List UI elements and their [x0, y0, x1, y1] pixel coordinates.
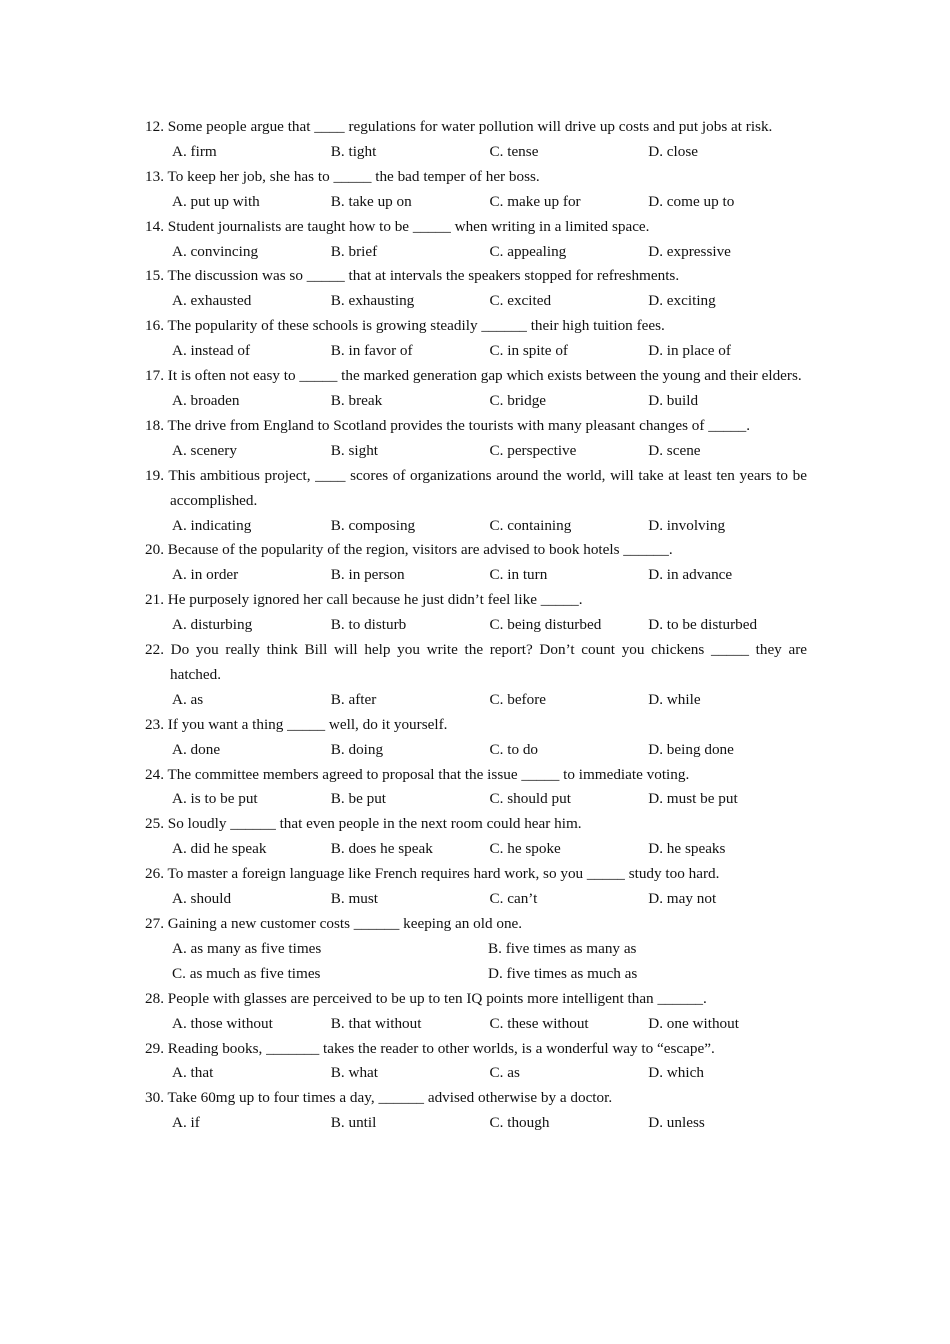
question-number: 21. — [145, 591, 164, 609]
options-row — [145, 240, 807, 265]
question-text: He purposely ignored her call because he just didn’t feel like _____. — [167, 591, 583, 609]
question-text: Gaining a new customer costs ______ keeping an old one. — [167, 915, 523, 932]
option-d: D. one without — [648, 1014, 739, 1032]
question-stem — [145, 264, 807, 289]
question-text: To keep her job, she has to _____ the bad temper of her boss. — [167, 167, 540, 185]
option-b: B. break — [330, 391, 383, 409]
question-number: 22. — [145, 641, 164, 659]
question-27 — [145, 912, 807, 987]
question-17 — [145, 364, 807, 414]
question-stem — [145, 1086, 807, 1111]
question-number: 17. — [145, 367, 164, 385]
question-stem — [145, 588, 807, 613]
options-row — [145, 962, 807, 987]
question-number: 20. — [145, 541, 164, 559]
options-row — [145, 688, 807, 713]
question-stem — [145, 812, 807, 837]
question-30 — [145, 1086, 807, 1136]
option-d: D. involving — [648, 516, 726, 534]
question-number: 24. — [145, 765, 164, 783]
option-c: C. containing — [489, 516, 572, 534]
option-d: D. he speaks — [648, 840, 726, 858]
options-row — [145, 1061, 807, 1086]
option-c: C. as — [489, 1064, 520, 1082]
options-row — [145, 140, 807, 165]
question-stem — [145, 987, 807, 1012]
option-c: C. though — [489, 1114, 550, 1132]
question-14 — [145, 215, 807, 265]
option-c: C. as much as five times — [172, 964, 321, 982]
option-c: C. these without — [489, 1014, 589, 1032]
option-b: B. five times as many as — [488, 939, 637, 957]
option-c: C. perspective — [489, 441, 577, 459]
option-a: A. instead of — [172, 342, 251, 360]
options-row — [145, 787, 807, 812]
question-stem — [145, 464, 807, 514]
option-a: A. disturbing — [172, 616, 253, 634]
options-row — [145, 190, 807, 215]
option-b: B. composing — [330, 516, 416, 534]
question-text: Some people argue that ____ regulations for water pollution will drive up costs and put jobs at risk. — [167, 118, 773, 135]
options-row — [145, 887, 807, 912]
option-d: D. exciting — [648, 292, 716, 310]
option-b: B. doing — [330, 740, 384, 758]
question-stem — [145, 115, 807, 140]
question-number: 15. — [145, 267, 164, 285]
option-a: A. put up with — [172, 192, 260, 210]
option-b: B. to disturb — [330, 616, 407, 634]
question-text: It is often not easy to _____ the marked generation gap which exists between the young and their elders. — [167, 367, 802, 385]
option-b: B. until — [330, 1114, 377, 1132]
question-22 — [145, 638, 807, 713]
question-number: 27. — [145, 915, 164, 932]
option-c: C. bridge — [489, 391, 547, 409]
option-d: D. to be disturbed — [648, 616, 758, 634]
option-a: A. those without — [172, 1014, 273, 1032]
question-28 — [145, 987, 807, 1037]
option-d: D. build — [648, 391, 699, 409]
question-number: 30. — [145, 1089, 164, 1107]
question-12 — [145, 115, 807, 165]
option-b: B. be put — [330, 790, 387, 808]
question-21 — [145, 588, 807, 638]
question-text: People with glasses are perceived to be up to ten IQ points more intelligent than ______. — [167, 989, 707, 1007]
question-15 — [145, 264, 807, 314]
options-row — [145, 563, 807, 588]
option-a: A. exhausted — [172, 292, 252, 310]
option-a: A. should — [172, 890, 232, 908]
question-number: 14. — [145, 217, 164, 235]
option-d: D. scene — [648, 441, 701, 459]
question-number: 12. — [145, 118, 164, 135]
options-row — [145, 1111, 807, 1136]
question-stem — [145, 862, 807, 887]
question-stem — [145, 215, 807, 240]
question-number: 26. — [145, 865, 164, 883]
option-d: D. in place of — [648, 342, 731, 360]
question-stem — [145, 763, 807, 788]
option-a: A. scenery — [172, 441, 237, 459]
question-text: To master a foreign language like French requires hard work, so you _____ study too hard. — [167, 865, 720, 883]
option-d: D. in advance — [648, 566, 733, 584]
option-a: A. firm — [172, 142, 217, 160]
question-25 — [145, 812, 807, 862]
option-c: C. tense — [489, 142, 539, 160]
question-text: So loudly ______ that even people in the next room could hear him. — [167, 815, 582, 833]
options-row — [145, 389, 807, 414]
option-a: A. broaden — [172, 391, 240, 409]
option-c: C. before — [489, 690, 547, 708]
question-number: 19. — [145, 466, 164, 484]
question-number: 29. — [145, 1039, 164, 1057]
option-c: C. can’t — [489, 890, 538, 908]
option-b: B. in favor of — [330, 342, 413, 360]
option-b: B. brief — [330, 242, 378, 260]
question-20 — [145, 538, 807, 588]
question-number: 18. — [145, 416, 164, 434]
option-d: D. must be put — [648, 790, 738, 808]
question-stem — [145, 1037, 807, 1062]
question-23 — [145, 713, 807, 763]
options-row — [145, 1012, 807, 1037]
option-d: D. which — [648, 1064, 704, 1082]
option-a: A. if — [172, 1114, 200, 1132]
option-c: C. appealing — [489, 242, 567, 260]
option-a: A. indicating — [172, 516, 252, 534]
option-c: C. excited — [489, 292, 552, 310]
option-b: B. what — [330, 1064, 378, 1082]
question-stem — [145, 713, 807, 738]
exam-page — [145, 115, 807, 1136]
option-d: D. while — [648, 690, 701, 708]
options-row — [145, 937, 807, 962]
question-13 — [145, 165, 807, 215]
question-text: If you want a thing _____ well, do it yourself. — [167, 715, 448, 733]
option-d: D. expressive — [648, 242, 731, 260]
option-d: D. five times as much as — [488, 964, 638, 982]
option-c: C. to do — [489, 740, 539, 758]
question-text: Take 60mg up to four times a day, ______ advised otherwise by a doctor. — [167, 1089, 613, 1107]
option-a: A. convincing — [172, 242, 259, 260]
question-29 — [145, 1037, 807, 1087]
option-b: B. exhausting — [330, 292, 415, 310]
options-row — [145, 439, 807, 464]
question-number: 13. — [145, 167, 164, 185]
question-number: 28. — [145, 989, 164, 1007]
options-row — [145, 837, 807, 862]
option-b: B. must — [330, 890, 379, 908]
option-c: C. make up for — [489, 192, 581, 210]
question-text: This ambitious project, ____ scores of organizations around the world, will take at least ten years to be accomplished. — [168, 466, 807, 509]
option-b: B. take up on — [330, 192, 412, 210]
question-text: The drive from England to Scotland provides the tourists with many pleasant changes of _____. — [167, 416, 751, 434]
option-b: B. does he speak — [330, 840, 433, 858]
question-stem — [145, 538, 807, 563]
option-c: C. in spite of — [489, 342, 568, 360]
question-19 — [145, 464, 807, 539]
options-row — [145, 339, 807, 364]
option-b: B. after — [330, 690, 377, 708]
option-a: A. in order — [172, 566, 239, 584]
option-b: B. sight — [330, 441, 379, 459]
option-d: D. unless — [648, 1114, 705, 1132]
options-row — [145, 289, 807, 314]
option-c: C. he spoke — [489, 840, 561, 858]
question-text: The committee members agreed to proposal that the issue _____ to immediate voting. — [167, 765, 690, 783]
question-text: Reading books, _______ takes the reader to other worlds, is a wonderful way to “escape”. — [167, 1039, 715, 1057]
option-a: A. is to be put — [172, 790, 258, 808]
question-text: Student journalists are taught how to be _____ when writing in a limited space. — [167, 217, 650, 235]
option-d: D. come up to — [648, 192, 735, 210]
question-text: The popularity of these schools is growing steadily ______ their high tuition fees. — [167, 317, 665, 335]
question-stem — [145, 165, 807, 190]
option-c: C. being disturbed — [489, 616, 602, 634]
option-c: C. should put — [489, 790, 571, 808]
option-b: B. in person — [330, 566, 405, 584]
option-a: A. that — [172, 1064, 214, 1082]
question-text: Do you really think Bill will help you write the report? Don’t count you chickens _____ they are hatched. — [170, 641, 808, 683]
question-18 — [145, 414, 807, 464]
question-16 — [145, 314, 807, 364]
question-number: 25. — [145, 815, 164, 833]
option-d: D. close — [648, 142, 699, 160]
options-row — [145, 613, 807, 638]
question-stem — [145, 414, 807, 439]
option-a: A. done — [172, 740, 221, 758]
option-c: C. in turn — [489, 566, 548, 584]
option-d: D. being done — [648, 740, 734, 758]
options-row — [145, 738, 807, 763]
question-26 — [145, 862, 807, 912]
question-number: 23. — [145, 715, 164, 733]
option-a: A. as many as five times — [172, 939, 322, 957]
option-a: A. as — [172, 690, 204, 708]
question-stem — [145, 638, 807, 688]
question-stem — [145, 314, 807, 339]
question-text: The discussion was so _____ that at intervals the speakers stopped for refreshments. — [167, 267, 680, 285]
question-text: Because of the popularity of the region, visitors are advised to book hotels ______. — [167, 541, 673, 559]
question-stem — [145, 912, 807, 937]
question-number: 16. — [145, 317, 164, 335]
question-stem — [145, 364, 807, 389]
options-row — [145, 514, 807, 539]
option-a: A. did he speak — [172, 840, 267, 858]
option-b: B. that without — [330, 1014, 422, 1032]
option-b: B. tight — [330, 142, 377, 160]
option-d: D. may not — [648, 890, 717, 908]
question-24 — [145, 763, 807, 813]
